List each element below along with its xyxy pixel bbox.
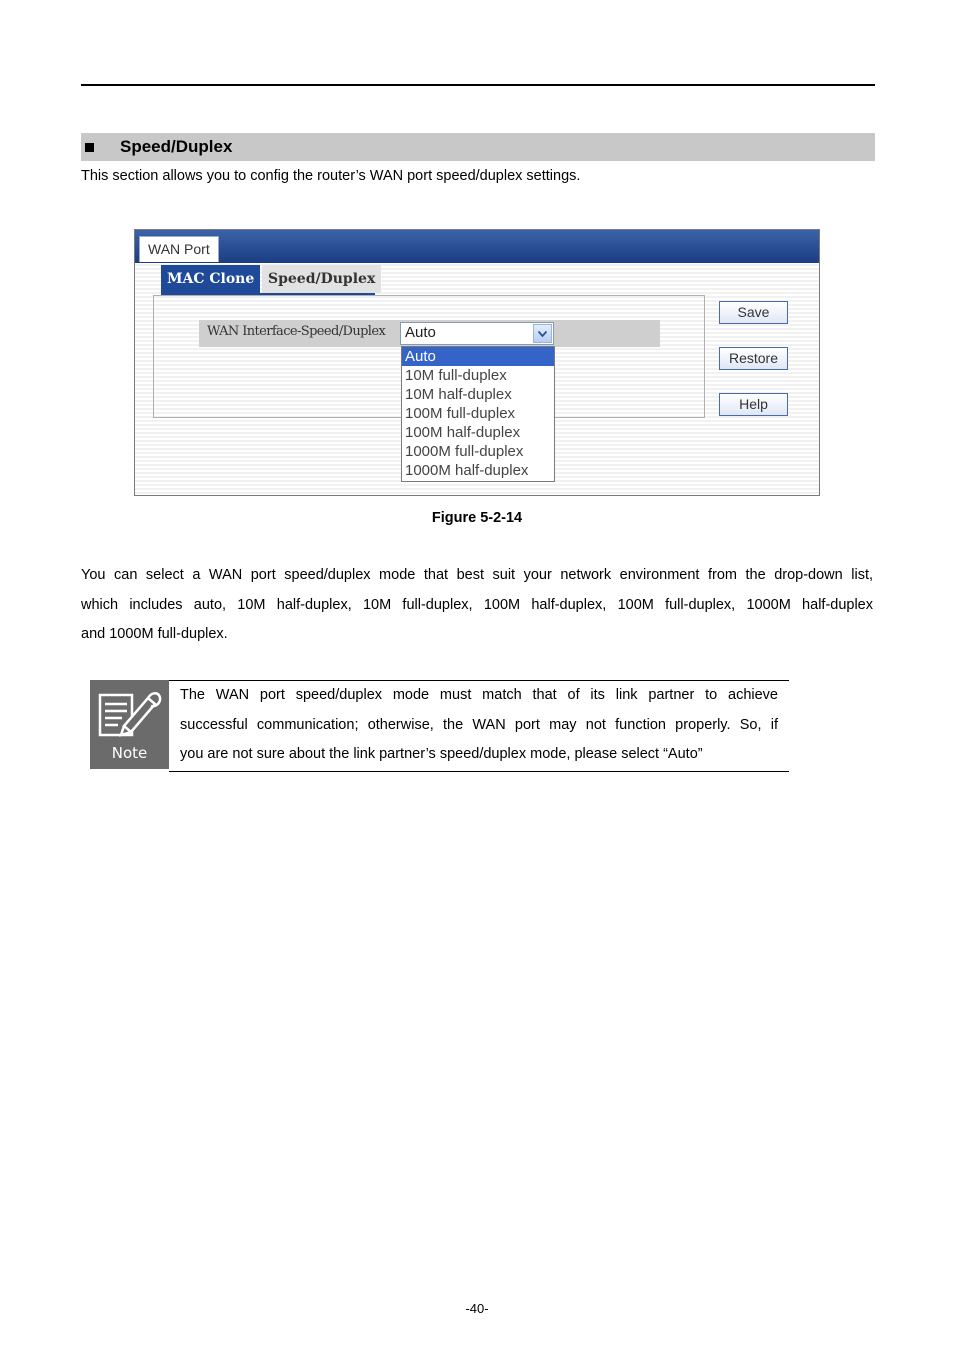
note-icon-label: Note (111, 744, 148, 762)
header-rule (81, 84, 875, 86)
square-bullet-icon (85, 143, 94, 152)
chevron-down-icon[interactable] (533, 324, 552, 343)
option-10m-full[interactable]: 10M full-duplex (405, 367, 507, 384)
body-paragraph (81, 561, 873, 650)
body-line: which includes auto, 10M half-duplex, 10M full-duplex, 100M half-duplex, 100M full-duplex, 1000M half-duplex (81, 596, 873, 613)
restore-button[interactable]: Restore (719, 347, 788, 370)
speed-duplex-label: WAN Interface-Speed/Duplex (207, 324, 386, 339)
option-100m-full[interactable]: 100M full-duplex (405, 405, 516, 422)
note-text (180, 681, 778, 770)
note-icon (90, 680, 169, 769)
wan-port-tab[interactable]: WAN Port (139, 236, 219, 262)
note-line: you are not sure about the link partner’s speed/duplex mode, please select “Auto” (180, 746, 703, 762)
note-line: The WAN port speed/duplex mode must match that of its link partner to achieve (180, 687, 778, 703)
select-value: Auto (405, 324, 436, 341)
page-number: -40- (465, 1301, 489, 1316)
intro-text: This section allows you to config the router’s WAN port speed/duplex settings. (81, 168, 581, 184)
section-heading (81, 133, 875, 161)
option-10m-half[interactable]: 10M half-duplex (405, 386, 512, 403)
speed-duplex-select[interactable] (400, 322, 554, 345)
note-bottom-rule (169, 771, 789, 772)
header-banner (135, 230, 819, 263)
body-line: You can select a WAN port speed/duplex mode that best suit your network environment from the drop-down list, (81, 567, 873, 583)
tab-mac-clone[interactable]: MAC Clone (161, 265, 260, 293)
option-100m-half[interactable]: 100M half-duplex (405, 424, 521, 441)
option-1000m-half[interactable]: 1000M half-duplex (405, 462, 529, 479)
speed-duplex-dropdown (401, 346, 555, 482)
section-title: Speed/Duplex (120, 137, 233, 156)
option-1000m-full[interactable]: 1000M full-duplex (405, 443, 524, 460)
help-button[interactable]: Help (719, 393, 788, 416)
option-auto[interactable]: Auto (402, 347, 554, 366)
tab-speed-duplex[interactable]: Speed/Duplex (262, 265, 381, 293)
figure-screenshot (134, 229, 820, 496)
body-line: and 1000M full-duplex. (81, 626, 228, 642)
figure-caption: Figure 5-2-14 (431, 510, 523, 526)
save-button[interactable]: Save (719, 301, 788, 324)
note-line: successful communication; otherwise, the WAN port may not function properly. So, if (180, 716, 778, 733)
